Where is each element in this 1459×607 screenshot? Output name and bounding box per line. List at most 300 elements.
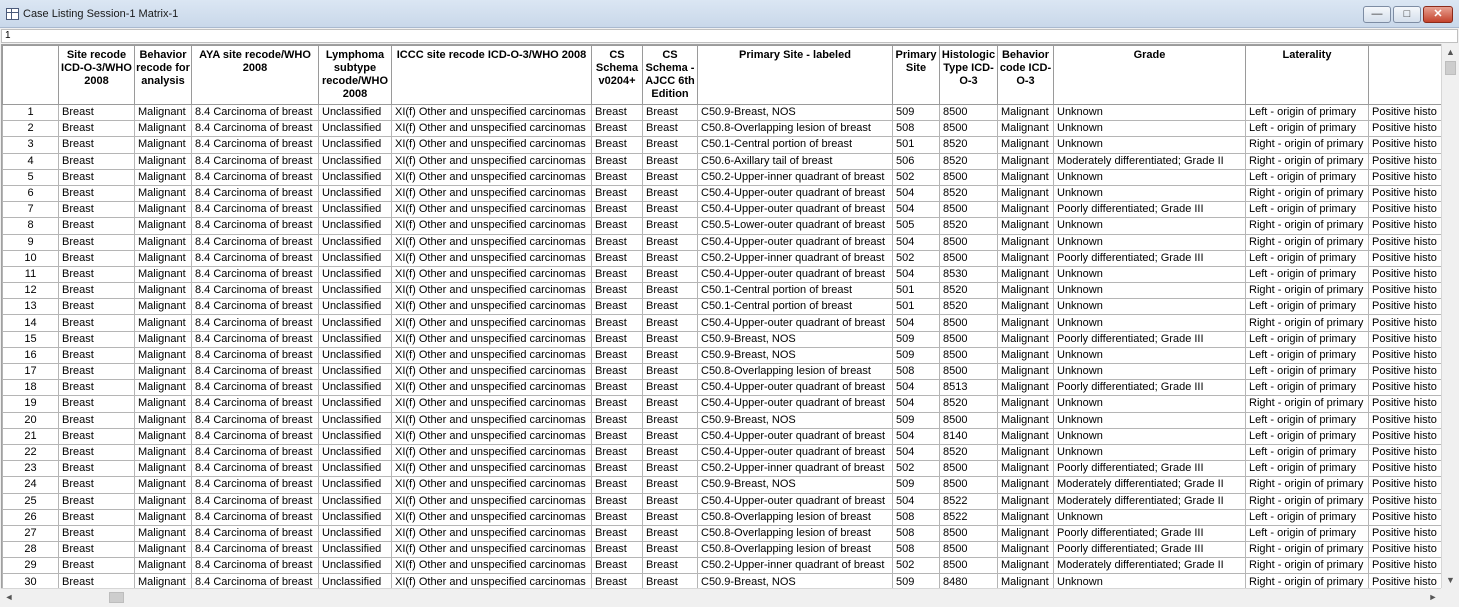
table-cell[interactable]: XI(f) Other and unspecified carcinomas — [392, 461, 592, 477]
table-row[interactable] — [3, 558, 1442, 574]
table-cell[interactable]: Breast — [592, 574, 643, 588]
table-cell[interactable]: 8500 — [940, 525, 998, 541]
table-cell[interactable]: Malignant — [135, 185, 192, 201]
table-cell[interactable]: C50.4-Upper-outer quadrant of breast — [698, 380, 893, 396]
table-cell[interactable]: XI(f) Other and unspecified carcinomas — [392, 153, 592, 169]
table-cell[interactable]: Malignant — [998, 234, 1054, 250]
table-cell[interactable]: Unclassified — [319, 153, 392, 169]
table-cell[interactable]: 501 — [893, 137, 940, 153]
table-cell[interactable]: 8.4 Carcinoma of breast — [192, 185, 319, 201]
table-cell[interactable]: Unclassified — [319, 121, 392, 137]
table-cell[interactable]: XI(f) Other and unspecified carcinomas — [392, 299, 592, 315]
row-number[interactable]: 6 — [3, 185, 59, 201]
table-cell[interactable]: 504 — [893, 380, 940, 396]
table-cell[interactable]: Malignant — [998, 283, 1054, 299]
table-cell[interactable]: Unclassified — [319, 218, 392, 234]
table-cell[interactable]: Unclassified — [319, 542, 392, 558]
table-cell[interactable]: Right - origin of primary — [1246, 477, 1369, 493]
table-cell[interactable]: Malignant — [998, 153, 1054, 169]
table-cell[interactable]: Malignant — [135, 347, 192, 363]
table-cell[interactable]: Malignant — [998, 315, 1054, 331]
table-cell[interactable]: Right - origin of primary — [1246, 396, 1369, 412]
table-row[interactable] — [3, 461, 1442, 477]
table-row[interactable] — [3, 347, 1442, 363]
table-cell[interactable]: Malignant — [998, 347, 1054, 363]
table-cell[interactable]: 504 — [893, 396, 940, 412]
case-listing-grid[interactable] — [1, 44, 1441, 588]
table-cell[interactable]: 8.4 Carcinoma of breast — [192, 412, 319, 428]
table-cell[interactable]: 8520 — [940, 396, 998, 412]
table-cell[interactable]: Unclassified — [319, 250, 392, 266]
table-cell[interactable]: XI(f) Other and unspecified carcinomas — [392, 396, 592, 412]
table-cell[interactable]: C50.9-Breast, NOS — [698, 412, 893, 428]
table-cell[interactable]: 8520 — [940, 218, 998, 234]
table-cell[interactable]: Unclassified — [319, 380, 392, 396]
table-cell[interactable]: Malignant — [998, 542, 1054, 558]
table-cell[interactable]: C50.2-Upper-inner quadrant of breast — [698, 250, 893, 266]
cell-reference-field[interactable]: 1 — [1, 29, 1458, 43]
table-cell[interactable]: 501 — [893, 299, 940, 315]
table-cell[interactable]: XI(f) Other and unspecified carcinomas — [392, 525, 592, 541]
row-number[interactable]: 20 — [3, 412, 59, 428]
table-cell[interactable]: Malignant — [998, 493, 1054, 509]
column-header[interactable]: Grade — [1054, 46, 1246, 105]
table-cell[interactable]: Malignant — [998, 509, 1054, 525]
table-cell[interactable]: 509 — [893, 574, 940, 588]
table-cell[interactable]: Malignant — [135, 477, 192, 493]
table-cell[interactable]: Moderately differentiated; Grade II — [1054, 558, 1246, 574]
table-cell[interactable]: Breast — [59, 364, 135, 380]
table-cell[interactable]: C50.1-Central portion of breast — [698, 283, 893, 299]
table-cell[interactable]: Breast — [592, 234, 643, 250]
table-cell[interactable]: Unclassified — [319, 574, 392, 588]
table-cell[interactable]: 504 — [893, 185, 940, 201]
table-cell[interactable]: Breast — [643, 461, 698, 477]
table-cell[interactable]: Left - origin of primary — [1246, 169, 1369, 185]
table-cell[interactable]: 8.4 Carcinoma of breast — [192, 153, 319, 169]
horizontal-scrollbar[interactable] — [1, 588, 1441, 605]
table-cell[interactable]: Unclassified — [319, 364, 392, 380]
row-number[interactable]: 17 — [3, 364, 59, 380]
table-cell[interactable]: Positive histo — [1369, 218, 1442, 234]
table-cell[interactable]: Malignant — [135, 331, 192, 347]
table-cell[interactable]: Unclassified — [319, 444, 392, 460]
table-cell[interactable]: 8520 — [940, 185, 998, 201]
table-cell[interactable]: Breast — [59, 428, 135, 444]
table-cell[interactable]: Breast — [643, 153, 698, 169]
table-cell[interactable]: 8500 — [940, 331, 998, 347]
table-cell[interactable]: Breast — [592, 299, 643, 315]
table-cell[interactable]: Malignant — [135, 558, 192, 574]
table-cell[interactable]: 502 — [893, 169, 940, 185]
table-row[interactable] — [3, 202, 1442, 218]
table-cell[interactable]: Breast — [59, 380, 135, 396]
table-cell[interactable]: 8.4 Carcinoma of breast — [192, 283, 319, 299]
table-cell[interactable]: Right - origin of primary — [1246, 218, 1369, 234]
table-cell[interactable]: Malignant — [998, 574, 1054, 588]
table-cell[interactable]: Breast — [643, 234, 698, 250]
table-cell[interactable]: 509 — [893, 347, 940, 363]
table-cell[interactable]: Breast — [643, 477, 698, 493]
table-cell[interactable]: XI(f) Other and unspecified carcinomas — [392, 218, 592, 234]
table-cell[interactable]: C50.9-Breast, NOS — [698, 105, 893, 121]
table-cell[interactable]: Malignant — [998, 558, 1054, 574]
table-cell[interactable]: Malignant — [998, 299, 1054, 315]
row-number[interactable]: 8 — [3, 218, 59, 234]
table-cell[interactable]: Left - origin of primary — [1246, 347, 1369, 363]
table-cell[interactable]: 8520 — [940, 137, 998, 153]
table-cell[interactable]: 8.4 Carcinoma of breast — [192, 105, 319, 121]
row-number[interactable]: 4 — [3, 153, 59, 169]
table-cell[interactable]: Malignant — [135, 250, 192, 266]
table-cell[interactable]: XI(f) Other and unspecified carcinomas — [392, 169, 592, 185]
table-cell[interactable]: Malignant — [135, 218, 192, 234]
table-cell[interactable]: Poorly differentiated; Grade III — [1054, 525, 1246, 541]
table-cell[interactable]: Malignant — [135, 396, 192, 412]
table-cell[interactable]: Breast — [643, 493, 698, 509]
table-cell[interactable]: Positive histo — [1369, 461, 1442, 477]
table-cell[interactable]: 8500 — [940, 121, 998, 137]
table-cell[interactable]: Positive histo — [1369, 477, 1442, 493]
table-cell[interactable]: XI(f) Other and unspecified carcinomas — [392, 412, 592, 428]
row-number[interactable]: 24 — [3, 477, 59, 493]
table-cell[interactable]: Positive histo — [1369, 493, 1442, 509]
table-cell[interactable]: Positive histo — [1369, 525, 1442, 541]
table-cell[interactable]: Positive histo — [1369, 364, 1442, 380]
table-cell[interactable]: Positive histo — [1369, 202, 1442, 218]
table-cell[interactable]: XI(f) Other and unspecified carcinomas — [392, 250, 592, 266]
table-cell[interactable]: Positive histo — [1369, 121, 1442, 137]
table-cell[interactable]: Moderately differentiated; Grade II — [1054, 493, 1246, 509]
row-number[interactable]: 13 — [3, 299, 59, 315]
column-header[interactable]: Primary Site — [893, 46, 940, 105]
table-cell[interactable]: Breast — [59, 477, 135, 493]
table-cell[interactable]: Breast — [592, 509, 643, 525]
table-cell[interactable]: Breast — [59, 542, 135, 558]
table-cell[interactable]: Right - origin of primary — [1246, 234, 1369, 250]
table-cell[interactable]: Breast — [59, 137, 135, 153]
table-cell[interactable]: Malignant — [998, 105, 1054, 121]
table-cell[interactable]: 8520 — [940, 444, 998, 460]
table-cell[interactable]: Breast — [59, 153, 135, 169]
scroll-left-icon[interactable]: ◄ — [4, 592, 14, 602]
table-cell[interactable]: Breast — [592, 558, 643, 574]
table-cell[interactable]: C50.4-Upper-outer quadrant of breast — [698, 444, 893, 460]
table-cell[interactable]: Breast — [59, 234, 135, 250]
table-cell[interactable]: Positive histo — [1369, 234, 1442, 250]
table-cell[interactable]: Malignant — [135, 283, 192, 299]
table-row[interactable] — [3, 315, 1442, 331]
vertical-scroll-thumb[interactable] — [1445, 61, 1456, 75]
table-cell[interactable]: Positive histo — [1369, 396, 1442, 412]
table-cell[interactable]: Breast — [59, 202, 135, 218]
table-cell[interactable]: Breast — [643, 169, 698, 185]
table-cell[interactable]: 8.4 Carcinoma of breast — [192, 364, 319, 380]
table-cell[interactable]: 8500 — [940, 558, 998, 574]
table-cell[interactable]: 8500 — [940, 347, 998, 363]
table-cell[interactable]: Unclassified — [319, 525, 392, 541]
table-cell[interactable]: Breast — [592, 396, 643, 412]
table-cell[interactable]: 8.4 Carcinoma of breast — [192, 461, 319, 477]
table-cell[interactable]: 8.4 Carcinoma of breast — [192, 331, 319, 347]
table-cell[interactable]: Unknown — [1054, 169, 1246, 185]
table-cell[interactable]: Malignant — [135, 137, 192, 153]
table-cell[interactable]: Left - origin of primary — [1246, 299, 1369, 315]
table-cell[interactable]: Breast — [59, 347, 135, 363]
table-cell[interactable]: Breast — [643, 266, 698, 282]
table-cell[interactable]: 8.4 Carcinoma of breast — [192, 218, 319, 234]
table-cell[interactable]: 8500 — [940, 105, 998, 121]
table-cell[interactable]: 8140 — [940, 428, 998, 444]
row-number[interactable]: 1 — [3, 105, 59, 121]
table-cell[interactable]: Unknown — [1054, 428, 1246, 444]
scroll-up-icon[interactable]: ▲ — [1446, 47, 1455, 57]
table-cell[interactable]: Left - origin of primary — [1246, 412, 1369, 428]
table-cell[interactable]: Left - origin of primary — [1246, 105, 1369, 121]
column-header[interactable]: Behavior recode for analysis — [135, 46, 192, 105]
table-cell[interactable]: XI(f) Other and unspecified carcinomas — [392, 558, 592, 574]
horizontal-scroll-thumb[interactable] — [109, 592, 124, 603]
table-cell[interactable]: 8522 — [940, 493, 998, 509]
table-cell[interactable]: Poorly differentiated; Grade III — [1054, 461, 1246, 477]
row-number-header[interactable] — [3, 46, 59, 105]
table-cell[interactable]: Positive histo — [1369, 331, 1442, 347]
table-cell[interactable]: Breast — [643, 121, 698, 137]
table-cell[interactable]: Malignant — [135, 315, 192, 331]
table-cell[interactable]: Malignant — [998, 412, 1054, 428]
table-cell[interactable]: Breast — [592, 315, 643, 331]
column-header[interactable]: CS Schema v0204+ — [592, 46, 643, 105]
table-cell[interactable]: XI(f) Other and unspecified carcinomas — [392, 364, 592, 380]
table-cell[interactable]: Breast — [643, 509, 698, 525]
table-row[interactable] — [3, 331, 1442, 347]
table-row[interactable] — [3, 153, 1442, 169]
table-cell[interactable]: Malignant — [998, 202, 1054, 218]
table-cell[interactable]: Breast — [643, 315, 698, 331]
table-cell[interactable]: Malignant — [998, 477, 1054, 493]
table-cell[interactable]: Breast — [592, 250, 643, 266]
table-cell[interactable]: C50.9-Breast, NOS — [698, 331, 893, 347]
table-cell[interactable]: XI(f) Other and unspecified carcinomas — [392, 509, 592, 525]
table-cell[interactable]: Positive histo — [1369, 153, 1442, 169]
column-header[interactable]: Laterality — [1246, 46, 1369, 105]
table-cell[interactable]: XI(f) Other and unspecified carcinomas — [392, 283, 592, 299]
table-cell[interactable]: 502 — [893, 461, 940, 477]
table-cell[interactable]: 504 — [893, 428, 940, 444]
table-cell[interactable]: XI(f) Other and unspecified carcinomas — [392, 380, 592, 396]
table-cell[interactable]: XI(f) Other and unspecified carcinomas — [392, 137, 592, 153]
table-cell[interactable]: C50.8-Overlapping lesion of breast — [698, 525, 893, 541]
table-cell[interactable]: Breast — [643, 525, 698, 541]
table-cell[interactable]: Breast — [643, 380, 698, 396]
table-cell[interactable]: Malignant — [998, 218, 1054, 234]
table-cell[interactable]: Unclassified — [319, 331, 392, 347]
table-cell[interactable]: Right - origin of primary — [1246, 137, 1369, 153]
table-row[interactable] — [3, 250, 1442, 266]
table-cell[interactable]: C50.6-Axillary tail of breast — [698, 153, 893, 169]
table-cell[interactable]: 8.4 Carcinoma of breast — [192, 396, 319, 412]
table-cell[interactable]: XI(f) Other and unspecified carcinomas — [392, 331, 592, 347]
table-cell[interactable]: C50.2-Upper-inner quadrant of breast — [698, 558, 893, 574]
table-cell[interactable]: Unclassified — [319, 493, 392, 509]
table-cell[interactable]: Positive histo — [1369, 428, 1442, 444]
table-cell[interactable]: Breast — [643, 412, 698, 428]
table-cell[interactable]: Breast — [59, 185, 135, 201]
table-cell[interactable]: Malignant — [135, 153, 192, 169]
table-cell[interactable]: Unclassified — [319, 299, 392, 315]
table-cell[interactable]: Malignant — [135, 169, 192, 185]
table-cell[interactable]: C50.9-Breast, NOS — [698, 477, 893, 493]
table-cell[interactable]: Poorly differentiated; Grade III — [1054, 380, 1246, 396]
table-cell[interactable]: Unclassified — [319, 558, 392, 574]
table-cell[interactable]: Malignant — [998, 266, 1054, 282]
table-cell[interactable]: Breast — [643, 299, 698, 315]
row-number[interactable]: 11 — [3, 266, 59, 282]
table-cell[interactable]: Malignant — [135, 202, 192, 218]
table-cell[interactable]: Positive histo — [1369, 558, 1442, 574]
maximize-button[interactable] — [1393, 6, 1421, 23]
table-cell[interactable]: C50.9-Breast, NOS — [698, 574, 893, 588]
table-cell[interactable]: Malignant — [998, 396, 1054, 412]
table-cell[interactable]: 8500 — [940, 169, 998, 185]
table-cell[interactable]: 508 — [893, 509, 940, 525]
table-cell[interactable]: 8513 — [940, 380, 998, 396]
table-cell[interactable]: Malignant — [135, 412, 192, 428]
table-cell[interactable]: Right - origin of primary — [1246, 574, 1369, 588]
table-cell[interactable]: Positive histo — [1369, 283, 1442, 299]
row-number[interactable]: 2 — [3, 121, 59, 137]
table-cell[interactable]: Malignant — [998, 169, 1054, 185]
close-button[interactable] — [1423, 6, 1453, 23]
table-cell[interactable]: Breast — [643, 364, 698, 380]
table-cell[interactable]: 8.4 Carcinoma of breast — [192, 558, 319, 574]
table-cell[interactable]: 8.4 Carcinoma of breast — [192, 137, 319, 153]
table-cell[interactable]: Right - origin of primary — [1246, 315, 1369, 331]
row-number[interactable]: 19 — [3, 396, 59, 412]
table-cell[interactable]: 8500 — [940, 250, 998, 266]
table-cell[interactable]: C50.9-Breast, NOS — [698, 347, 893, 363]
table-cell[interactable]: Unclassified — [319, 412, 392, 428]
table-cell[interactable]: XI(f) Other and unspecified carcinomas — [392, 202, 592, 218]
table-cell[interactable]: Breast — [592, 105, 643, 121]
table-cell[interactable]: Unclassified — [319, 105, 392, 121]
table-cell[interactable]: Right - origin of primary — [1246, 493, 1369, 509]
table-cell[interactable]: XI(f) Other and unspecified carcinomas — [392, 347, 592, 363]
table-cell[interactable]: Breast — [643, 250, 698, 266]
table-cell[interactable]: 8.4 Carcinoma of breast — [192, 574, 319, 588]
table-cell[interactable]: C50.4-Upper-outer quadrant of breast — [698, 428, 893, 444]
column-header[interactable]: Primary Site - labeled — [698, 46, 893, 105]
table-cell[interactable]: Right - origin of primary — [1246, 185, 1369, 201]
column-header[interactable]: CS Schema - AJCC 6th Edition — [643, 46, 698, 105]
table-cell[interactable]: XI(f) Other and unspecified carcinomas — [392, 121, 592, 137]
table-row[interactable] — [3, 574, 1442, 588]
column-header[interactable]: Site recode ICD-O-3/WHO 2008 — [59, 46, 135, 105]
table-row[interactable] — [3, 542, 1442, 558]
table-cell[interactable]: C50.4-Upper-outer quadrant of breast — [698, 202, 893, 218]
table-cell[interactable]: Breast — [592, 461, 643, 477]
table-cell[interactable]: Unknown — [1054, 234, 1246, 250]
scroll-right-icon[interactable]: ► — [1428, 592, 1438, 602]
table-cell[interactable]: Breast — [592, 185, 643, 201]
table-cell[interactable]: C50.2-Upper-inner quadrant of breast — [698, 461, 893, 477]
table-cell[interactable]: Breast — [59, 169, 135, 185]
table-cell[interactable]: 508 — [893, 121, 940, 137]
table-cell[interactable]: Right - origin of primary — [1246, 542, 1369, 558]
table-cell[interactable]: Breast — [592, 347, 643, 363]
table-cell[interactable]: Positive histo — [1369, 137, 1442, 153]
table-cell[interactable]: 8.4 Carcinoma of breast — [192, 315, 319, 331]
table-cell[interactable]: Breast — [643, 574, 698, 588]
table-cell[interactable]: Unknown — [1054, 185, 1246, 201]
table-cell[interactable]: XI(f) Other and unspecified carcinomas — [392, 105, 592, 121]
table-cell[interactable]: Positive histo — [1369, 299, 1442, 315]
table-cell[interactable]: C50.4-Upper-outer quadrant of breast — [698, 266, 893, 282]
table-cell[interactable]: Breast — [592, 542, 643, 558]
table-cell[interactable]: Malignant — [998, 364, 1054, 380]
table-cell[interactable]: Positive histo — [1369, 380, 1442, 396]
table-cell[interactable]: 504 — [893, 493, 940, 509]
table-cell[interactable]: Unclassified — [319, 428, 392, 444]
table-cell[interactable]: Breast — [643, 105, 698, 121]
row-number[interactable]: 25 — [3, 493, 59, 509]
table-cell[interactable]: 8500 — [940, 477, 998, 493]
table-row[interactable] — [3, 283, 1442, 299]
table-cell[interactable]: Breast — [592, 444, 643, 460]
table-row[interactable] — [3, 493, 1442, 509]
table-cell[interactable]: Breast — [592, 283, 643, 299]
row-number[interactable]: 29 — [3, 558, 59, 574]
table-row[interactable] — [3, 396, 1442, 412]
table-cell[interactable]: 8.4 Carcinoma of breast — [192, 234, 319, 250]
table-cell[interactable]: XI(f) Other and unspecified carcinomas — [392, 266, 592, 282]
table-cell[interactable]: C50.4-Upper-outer quadrant of breast — [698, 315, 893, 331]
table-cell[interactable]: Malignant — [135, 380, 192, 396]
table-cell[interactable]: Breast — [592, 380, 643, 396]
table-cell[interactable]: 505 — [893, 218, 940, 234]
table-cell[interactable]: 502 — [893, 558, 940, 574]
table-cell[interactable]: XI(f) Other and unspecified carcinomas — [392, 574, 592, 588]
table-cell[interactable]: 501 — [893, 283, 940, 299]
row-number[interactable]: 9 — [3, 234, 59, 250]
table-cell[interactable]: 8520 — [940, 153, 998, 169]
table-cell[interactable]: Malignant — [998, 121, 1054, 137]
table-cell[interactable]: Malignant — [998, 250, 1054, 266]
table-cell[interactable]: Unknown — [1054, 105, 1246, 121]
table-cell[interactable]: Left - origin of primary — [1246, 444, 1369, 460]
table-cell[interactable]: Malignant — [135, 105, 192, 121]
table-cell[interactable]: 8500 — [940, 234, 998, 250]
table-cell[interactable]: Breast — [643, 202, 698, 218]
table-cell[interactable]: Moderately differentiated; Grade II — [1054, 153, 1246, 169]
table-cell[interactable]: Breast — [592, 169, 643, 185]
table-cell[interactable]: 8500 — [940, 461, 998, 477]
table-cell[interactable]: Unknown — [1054, 412, 1246, 428]
table-cell[interactable]: Malignant — [998, 331, 1054, 347]
table-cell[interactable]: Unclassified — [319, 283, 392, 299]
table-cell[interactable]: Breast — [59, 331, 135, 347]
table-cell[interactable]: Malignant — [135, 121, 192, 137]
table-cell[interactable]: Unknown — [1054, 121, 1246, 137]
table-cell[interactable]: Malignant — [998, 525, 1054, 541]
table-cell[interactable]: C50.1-Central portion of breast — [698, 299, 893, 315]
minimize-button[interactable] — [1363, 6, 1391, 23]
table-cell[interactable]: Unclassified — [319, 509, 392, 525]
row-number[interactable]: 15 — [3, 331, 59, 347]
table-cell[interactable]: Malignant — [135, 574, 192, 588]
row-number[interactable]: 23 — [3, 461, 59, 477]
table-cell[interactable]: Unclassified — [319, 202, 392, 218]
